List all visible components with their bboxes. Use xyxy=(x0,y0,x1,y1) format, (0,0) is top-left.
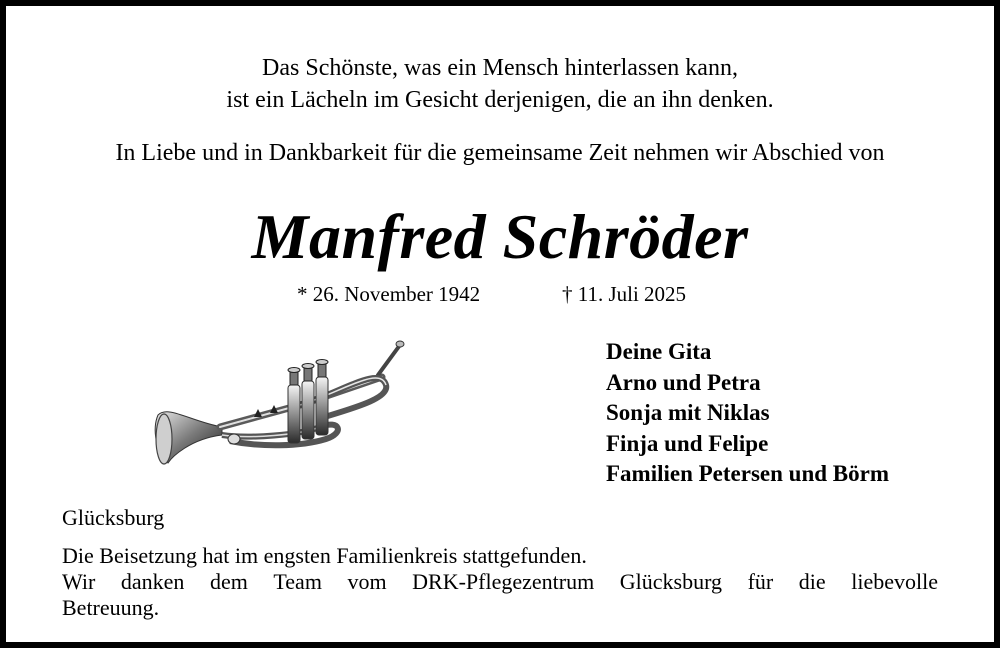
death-date: † 11. Juli 2025 xyxy=(562,282,687,306)
note-word: vom xyxy=(347,569,387,594)
mourner-name: Arno und Petra xyxy=(606,369,761,395)
quote-line-1: Das Schönste, was ein Mensch hinterlassen kann, xyxy=(262,55,738,81)
note-word: dem xyxy=(209,569,248,594)
mourner-name: Sonja mit Niklas xyxy=(606,400,770,425)
note-line-1: Die Beisetzung hat im engsten Familienkreis stattgefunden. xyxy=(62,543,587,568)
quote-line-2: ist ein Lächeln im Gesicht derjenigen, die an ihn denken. xyxy=(226,87,774,113)
note-word: die xyxy=(798,569,826,594)
mourners-list xyxy=(606,337,889,490)
birth-date: * 26. November 1942 xyxy=(297,282,481,306)
note-word: Wir xyxy=(62,569,96,594)
note-word: danken xyxy=(120,569,185,594)
funeral-note xyxy=(62,543,938,621)
place: Glücksburg xyxy=(62,505,165,530)
note-word: DRK-Pflegezentrum xyxy=(412,569,595,594)
deceased-name: Manfred Schröder xyxy=(251,201,749,272)
intro-text: In Liebe und in Dankbarkeit für die gemeinsame Zeit nehmen wir Abschied von xyxy=(115,140,885,166)
quote xyxy=(0,52,1000,116)
note-word: für xyxy=(747,569,774,594)
mourner-name: Finja und Felipe xyxy=(606,430,769,456)
note-line-3: Betreuung. xyxy=(62,595,160,620)
note-word: Glücksburg xyxy=(619,569,723,594)
note-word: Team xyxy=(273,569,322,594)
trumpet-icon xyxy=(150,335,405,475)
mourner-name: Familien Petersen und Börm xyxy=(606,461,889,486)
mourner-name: Deine Gita xyxy=(606,339,712,364)
note-line-2 xyxy=(62,569,938,595)
note-word: liebevolle xyxy=(851,569,938,594)
